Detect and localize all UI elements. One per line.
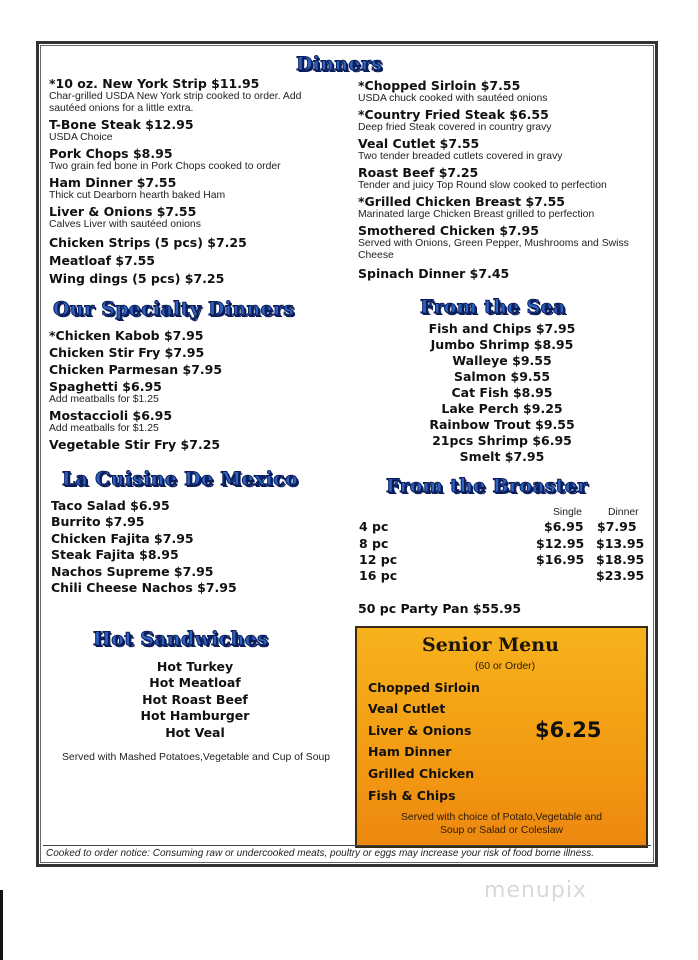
menu-item: Steak Fajita $8.95 xyxy=(51,547,179,563)
menu-item: Hot Meatloaf xyxy=(149,675,241,691)
menu-item: Hot Turkey xyxy=(156,659,234,674)
item-description: Calves Liver with sautéed onions xyxy=(49,219,201,230)
mexico-title: La Cuisine De Mexico xyxy=(62,468,298,490)
item-description: Thick cut Dearborn hearth baked Ham xyxy=(49,190,226,201)
menu-item: Salmon $9.55 xyxy=(453,369,551,384)
menu-item: *10 oz. New York Strip $11.95 xyxy=(49,76,260,91)
mexico-list xyxy=(51,498,237,596)
broaster-dinner-price: $7.95 xyxy=(597,519,637,534)
broaster-dinner-price: $18.95 xyxy=(596,552,645,567)
dinners-title: Dinners xyxy=(296,53,383,75)
menu-item: Hot Hamburger xyxy=(140,708,250,724)
specialty-list xyxy=(49,328,222,452)
broaster-single-price: $6.95 xyxy=(544,519,584,534)
menu-item: Rainbow Trout $9.55 xyxy=(429,417,575,432)
sandwiches-note: Served with Mashed Potatoes,Vegetable and Cup of Soup xyxy=(62,752,331,763)
food-safety-notice: Cooked to order notice: Consuming raw or undercooked meats, poultry or eggs may increase your risk of food borne illness. xyxy=(46,848,595,859)
menu-item: T-Bone Steak $12.95 xyxy=(49,117,194,132)
menu-item: Smelt $7.95 xyxy=(459,449,545,464)
menu-item: Chicken Fajita $7.95 xyxy=(51,530,194,546)
menu-item: Veal Cutlet $7.55 xyxy=(358,136,480,151)
dinners-left-column xyxy=(49,76,301,286)
senior-item: Ham Dinner xyxy=(368,744,452,759)
senior-item: Grilled Chicken xyxy=(368,766,475,781)
broaster-single-price: $12.95 xyxy=(536,536,585,551)
senior-item: Veal Cutlet xyxy=(368,701,446,716)
menu-item: *Chicken Kabob $7.95 xyxy=(49,328,204,343)
menu-item: Smothered Chicken $7.95 xyxy=(358,223,539,238)
senior-item: Chopped Sirloin xyxy=(368,680,480,695)
broaster-size: 12 pc xyxy=(359,552,398,567)
senior-title: Senior Menu xyxy=(422,634,559,656)
senior-item: Fish & Chips xyxy=(368,788,456,803)
menu-item: Pork Chops $8.95 xyxy=(49,146,173,161)
item-description: Served with Onions, Green Pepper, Mushrooms and Swiss xyxy=(358,238,629,249)
menu-item: Lake Perch $9.25 xyxy=(441,401,563,416)
item-description: Two tender breaded cutlets covered in gravy xyxy=(358,151,563,162)
item-description: Two grain fed bone in Pork Chops cooked to order xyxy=(49,161,281,172)
menu-item: Chicken Stir Fry $7.95 xyxy=(49,345,205,360)
menu-item: Jumbo Shrimp $8.95 xyxy=(430,337,574,352)
senior-subtitle: (60 or Order) xyxy=(475,661,536,672)
senior-note: Soup or Salad or Coleslaw xyxy=(439,825,564,836)
menu-item: Cat Fish $8.95 xyxy=(451,385,553,400)
senior-note: Served with choice of Potato,Vegetable and xyxy=(400,812,603,823)
watermark: menupix xyxy=(484,878,587,903)
senior-item: Liver & Onions xyxy=(368,723,472,738)
menu-item: Wing dings (5 pcs) $7.25 xyxy=(49,271,225,286)
broaster-col-dinner: Dinner xyxy=(608,507,639,518)
item-description: USDA chuck cooked with sautéed onions xyxy=(358,93,548,104)
menu-item: Spaghetti $6.95 xyxy=(49,379,162,394)
scan-edge xyxy=(0,890,3,960)
item-description: Marinated large Chicken Breast grilled to perfection xyxy=(358,209,595,220)
menu-item: Taco Salad $6.95 xyxy=(51,498,170,513)
menu-item: Mostaccioli $6.95 xyxy=(49,408,173,423)
notice-divider xyxy=(43,845,651,846)
senior-price: $6.25 xyxy=(535,718,602,742)
broaster-single-price: $16.95 xyxy=(536,552,585,567)
menu-item: Liver & Onions $7.55 xyxy=(49,204,197,219)
specialty-title: Our Specialty Dinners xyxy=(53,298,295,320)
broaster-col-single: Single xyxy=(553,507,582,518)
sea-list xyxy=(402,321,602,465)
broaster-size: 16 pc xyxy=(359,568,398,583)
menu-item: Hot Roast Beef xyxy=(142,691,248,707)
menu-item: Walleye $9.55 xyxy=(452,353,552,368)
menu-item: Fish and Chips $7.95 xyxy=(428,321,576,336)
sandwiches-title: Hot Sandwiches xyxy=(93,628,269,650)
menu-item: Burrito $7.95 xyxy=(51,514,145,530)
item-description: Cheese xyxy=(358,250,394,261)
menu-item: Ham Dinner $7.55 xyxy=(49,175,177,190)
menu-item: 21pcs Shrimp $6.95 xyxy=(432,433,572,448)
broaster-size: 4 pc xyxy=(359,519,389,534)
broaster-size: 8 pc xyxy=(359,536,389,551)
broaster-title: From the Broaster xyxy=(386,475,588,497)
sandwiches-list xyxy=(95,659,295,741)
menu-item: Nachos Supreme $7.95 xyxy=(51,563,214,579)
menu-item: Chicken Parmesan $7.95 xyxy=(49,362,223,377)
senior-menu-box xyxy=(355,626,648,848)
menu-item: Meatloaf $7.55 xyxy=(49,253,155,268)
item-description: USDA Choice xyxy=(49,132,113,143)
item-description: sautéed onions for a little extra. xyxy=(49,103,194,114)
menu-item: Hot Veal xyxy=(165,724,225,740)
menu-item: *Chopped Sirloin $7.55 xyxy=(358,78,521,93)
item-description: Char-grilled USDA New York strip cooked to order. Add xyxy=(49,91,302,102)
menu-item: Roast Beef $7.25 xyxy=(358,165,479,180)
item-description: Add meatballs for $1.25 xyxy=(49,423,159,434)
sea-title: From the Sea xyxy=(420,296,566,318)
menu-item: Chicken Strips (5 pcs) $7.25 xyxy=(49,235,247,250)
party-pan: 50 pc Party Pan $55.95 xyxy=(358,601,522,616)
broaster-dinner-price: $23.95 xyxy=(596,568,645,583)
menu-item: Chili Cheese Nachos $7.95 xyxy=(51,579,237,595)
item-description: Add meatballs for $1.25 xyxy=(49,394,159,405)
menu-item: *Country Fried Steak $6.55 xyxy=(358,107,549,122)
dinners-right-column xyxy=(358,78,629,281)
menu-item: *Grilled Chicken Breast $7.55 xyxy=(358,194,565,209)
menu-item: Spinach Dinner $7.45 xyxy=(358,266,510,281)
item-description: Tender and juicy Top Round slow cooked to perfection xyxy=(358,180,607,191)
menu-item: Vegetable Stir Fry $7.25 xyxy=(49,437,221,452)
item-description: Deep fried Steak covered in country gravy xyxy=(358,122,552,133)
broaster-dinner-price: $13.95 xyxy=(596,536,645,551)
